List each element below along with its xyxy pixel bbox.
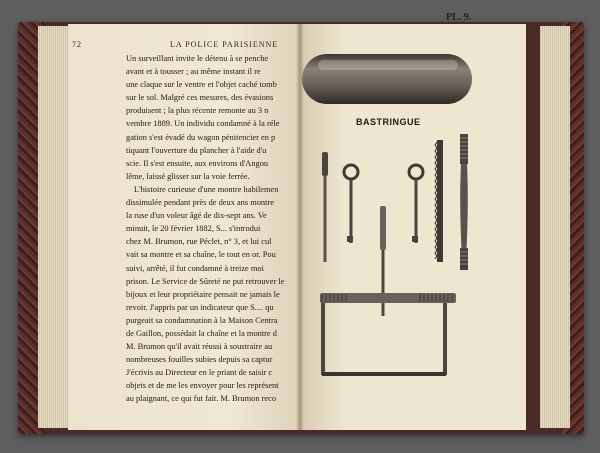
text-line: la ruse d'un voleur âgé de dix-sept ans. Ve <box>126 211 267 221</box>
text-line: prison. Le Service de Sûreté ne put retrouver le <box>126 276 285 286</box>
plate-label: PL. 9. <box>446 12 472 23</box>
text-line: lême, laissé glisser sur la voie ferrée. <box>126 171 250 181</box>
text-line: revoir. J'appris par un indicateur que S.... qu <box>126 302 274 312</box>
text-line: Un surveillant invite le détenu à se penche <box>126 54 269 63</box>
ring-key-left <box>344 165 358 243</box>
illustration-title: BASTRINGUE <box>356 117 421 127</box>
text-line: au plaignant, ce qui fut fait. M. Brumon reco <box>126 394 277 404</box>
text-line: minuit, le 20 février 1882, S... s'introdui <box>126 224 261 234</box>
text-line: M. Brumon qu'il avait réussi à soustraire au <box>126 342 273 352</box>
text-line: suivi, arrêté, il fut condamné à treize moi <box>126 263 264 273</box>
text-line: J'écrivis au Directeur en le priant de saisir c <box>126 368 273 378</box>
text-line: tiquant l'ouverture du plancher à l'aide d'u <box>126 145 267 155</box>
text-line: produisent ; la plus récente remonte au 3 n <box>126 106 269 116</box>
text-line: dissimulée pendant près de deux ans montre <box>126 198 274 208</box>
text-line: purgeait sa condamnation à la Maison Centra <box>126 315 278 325</box>
text-line: L'histoire curieuse d'une montre habilemen <box>134 184 279 194</box>
text-line: avant et à tousser ; au même instant il re <box>126 67 261 77</box>
file-tool <box>460 134 468 270</box>
text-line: vembre 1889. Un individu condamné à la réle <box>126 119 280 129</box>
text-line: bijoux et leur propriétaire pensait ne jamais le <box>126 289 280 299</box>
text-line: gation s'est évadé du wagon pénitencier en p <box>126 132 276 142</box>
saw-blade <box>435 140 443 262</box>
text-line: une claque sur le ventre et l'objet caché tomb <box>126 80 277 90</box>
bow-saw-frame <box>320 293 456 376</box>
text-line: nombreuses fouilles subies depuis sa captur <box>126 355 273 365</box>
text-line: sur le sol. Malgré ces mesures, des évasions <box>126 93 274 103</box>
text-line: chez M. Brumon, rue Péclet, n° 3, et lui cul <box>126 237 272 247</box>
page-number: 72 <box>72 40 82 49</box>
text-line: objets et de me les envoyer pour les représent <box>126 381 279 391</box>
ring-key-right <box>409 165 423 243</box>
text-line: de Gaillon, possédait la chaîne et la montre d <box>126 328 277 338</box>
text-line: scie. Il s'est ensuite, aux environs d'Angou <box>126 158 269 168</box>
spike-tool <box>322 152 328 262</box>
running-title: LA POLICE PARISIENNE <box>170 40 279 49</box>
text-line: vait sa montre et sa chaîne, le tout en or. Pou <box>126 250 276 260</box>
